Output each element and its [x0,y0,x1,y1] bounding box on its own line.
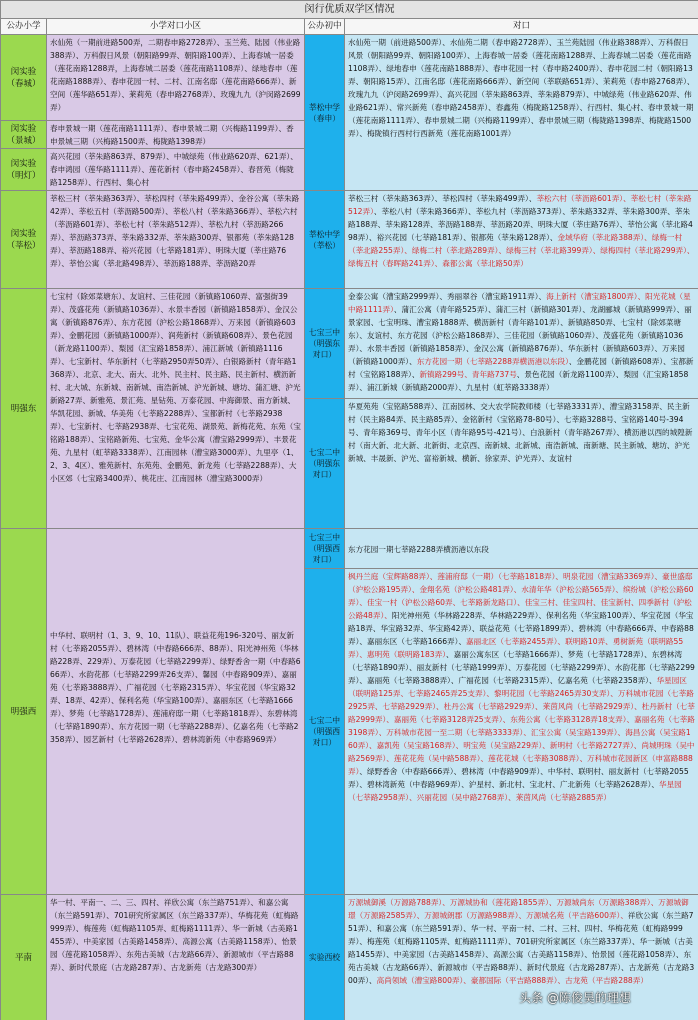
area-segment: 金泰公寓（漕宝路2999弄）、秀丽翠谷（漕宝路1911弄）、 [348,292,547,301]
area-segment: 金域华府（莘北路388弄）、绿梅一村（莘北路255弄）、绿梅二村（莘北路289弄）、绿梅三村（莘北路399弄）、绿梅四村（莘北路299弄）、绿梅五村（春晖路241弄）、森都公寓（莘北路50弄） [348,233,695,268]
header-primary-school: 公办小学 [1,19,47,35]
area-segment: 万源城御溪（万源路788弄）、万源城协和（莲花路1855弄）、万源城尚东（万源路388弄）、万源城御璟（万源路2585弄）、万源城朗郡（万源路988弄）、万源城名苑（平吉路600弄）、 [348,898,689,920]
area-segment: 东方花园一期七莘路2288弄横沥港以东段 [348,545,489,554]
middle-school-area [345,399,698,529]
area-segment: 祥欣公寓（东兰路751弄）、和嘉公寓（东兰路591弄）、华一村、平南一村、二村、三村、四村、华梅花苑（虹梅路999弄）、梅莲苑（虹梅路1105弄、虹梅路1111弄）、701研究所家属区（东兰路337弄）、华一新城（古美路1455弄）、中美家园（古美路1458弄）、高源公寓（古美路1158弄）、怡景园（莲花路1058弄）、东苑古美城（古龙路66弄）、新源城市（平吉路88弄）、新时代景庭（古龙路287弄）、古龙新苑（古龙路300弄）、 [348,911,695,985]
middle-school-name: 七宝三中（明强东对口） [305,289,345,399]
primary-school-name: 明强东 [1,289,47,529]
middle-school-area [345,289,698,399]
middle-school-name: 莘松中学（春申） [305,35,345,191]
area-segment: 海上新村（漕宝路1800弄）、阳光花城（星中路1111弄） [348,292,691,314]
middle-school-name: 莘松中学（莘松） [305,191,345,289]
middle-school-name: 七宝三中（明强西对口） [305,529,345,569]
primary-school-area: 中华村、联明村（1、3、9、10、11队）、联益花苑196-320号、丽友新村（七莘路2055弄）、碧林湾（中春路666弄、88弄）、阳光神州苑（华林路228弄、229弄）、万泰花园（七莘路2299弄）、绿野香舍一期（中春路666弄）、水韵花都（七莘路2299弄26支弄）、馨园（中春路909弄）、嘉丽苑（七莘路3888弄）、广福花园（七莘路2315弄）、华宝花园（华宝路32弄、18弄、42弄）、保利名苑（华宝路100弄）、嘉丽东区（七莘路1666弄）、梦苑（七莘路1728弄）、莲浦府邸一期（七莘路1818弄）、东碧林湾（七莘路1890弄）、东方花园一期（七莘路2288弄）、亿嘉名苑（七莘路2358弄）、园艺新村（七莘路2628弄）、碧林湾新苑（中春路969弄） [47,529,305,895]
middle-school-name: 七宝二中（明强西对口） [305,569,345,895]
primary-school-area: 七宝村（除郊菜塘东）、友谊村、三佳花园（新镇路1060弄、富强街39弄）、茂盛花苑（新镇路1036弄）、水景丰香园（新镇路1858弄）、金汉公寓（新镇路876弄）、东方花园（沪松公路1868弄）、万来园（新镇路603弄）、金鹏花园（新镇路1000弄）、润苑新村（新镇路608弄）、景色花园（新龙路1100弄）、梨园（汇宝路1858弄）、浦江新城（新镇路1116弄）、七宝新村、华东新村（七莘路2950弄50弄）、白银路新村（青年路1368弄）、北京、北大、南大、北外、民主村、民主路、民主新村、横沥新村、北大城、东新城、南新城、南浩新城、沪光新城、塘坊、蒲汇塘、沪光新路27弄、新雅苑、景汇苑、星钻苑、万泰花园、中海御景、南方新城、华凯花园、新城、华美苑（七莘路2288弄）、宝都新村（七莘路2938弄）、七宝新村、七莘路2938弄、七宝花苑、湖景苑、新梅花苑、东苑（宝铭路188弄）、宝铭路新苑、七宝苑、金华公寓（漕宝路2999弄）、丰景花苑、九星村（虹莘路3338弄）、江南园林（漕宝路3000弄）、九里亭（1、2、3、4区）、雅苑新村、东苑苑、金鹏苑、新龙苑（七莘路2288弄）、大小区郊（七宝路3400弄）、桃花庄、江南园林（漕宝路3000弄） [47,289,305,529]
area-segment: 莘松六村（莘沥路601弄）、莘松七村（莘朱路512弄） [348,194,692,216]
area-segment: 、金鹏花园（新镇路608弄）、宝都新村（宝铭路188弄）、 [348,357,694,379]
middle-school-area [345,569,698,895]
middle-school-area [345,191,698,289]
area-segment: 华星园（七莘路2958弄）、兴丽花园（吴中路2768弄）、莱茵风尚（七莘路2885弄） [348,780,682,802]
header-middle-area: 对口 [345,19,698,35]
area-segment: 嘉丽北区（七莘路2455弄）、联明路10弄、勇树新苑（联明路55弄）、惠明苑（联明路183弄） [348,637,684,659]
area-segment: 高尚领域（漕宝路800弄）、豪都国际（平吉路888弄）、古龙苑（平吉路288弄） [376,976,648,985]
primary-school-name: 闵实验（春城） [1,35,47,121]
header-middle-school: 公办初中 [305,19,345,35]
primary-school-name: 闵实验（明灯） [1,149,47,191]
area-segment: 华星园区（联明路125弄、七莘路2465弄25支弄）、黎明花园（七莘路2465弄30支弄）、万科城市花园（七莘路2925弄、七莘路2929弄）、杜丹公寓（七莘路2929弄）、莱茵风尚（七莘路2929弄）、杜丹新村（七莘路2999弄）、嘉丽苑（七莘路3128弄25支弄）、东苑公寓（七莘路3128弄18支弄）、嘉丽名苑（七莘路3198弄）、万科城市花园一至二期（七莘路3333弄）、汇宝公寓（吴宝路139弄）、海昌公寓（吴宝路160弄）、嘉凯苑（吴宝路168弄）、明宝苑（吴宝路229弄）、新明村（七莘路2727弄）、尚城明珠（吴中路2569弄）、莲花花苑（吴中路588弄）、莲花花城（七莘路3088弄）、万科城市花园新区（申富路888弄） [348,676,695,776]
area-segment: 、嘉丽公寓东区（七莘路1666弄）、梦苑（七莘路1728弄）、东碧林湾（七莘路1890弄）、丽友新村（七莘路1999弄）、万泰花园（七莘路2299弄）、水韵花都（七莘路2299弄）、嘉丽苑（七莘路3888弄）、广福花园（七莘路2315弄）、亿嘉名苑（七莘路2358弄）、 [348,650,695,685]
area-segment: 莘松三村（莘朱路363弄）、莘松四村（莘朱路499弄）、 [348,194,537,203]
primary-school-area: 水仙苑（一期前进路500弄，二期春申路2728弄）、玉兰苑、陆园（伟业路388弄）、万科假日风景（朝阳路99弄、朝阳路100弄）、上海春城一居委（莲花南路1288弄，上海春城二居委（莲花南路1108弄）、绿地春申（莲花南路1888弄）、春申花园一村、二村、江南名邸（莲花南路666弄）、新空间（莲华路651弄）、莱莉苑（春申路2768弄）、玫瑰九九（沪闵路2699弄） [47,35,305,121]
middle-school-name: 七宝二中（明强东对口） [305,399,345,529]
middle-school-area [345,35,698,191]
area-segment: 枫丹兰庭（宝辉路88弄）、莲浦府邸（一期）（七莘路1818弄）、明泉花园（漕宝路3369弄）、豪世盛邸（沪松公路195弄）、金翔名苑（沪松公路481弄）、水清年华（沪松公路565弄）、缤纷城（沪松公路60弄）、佳宝一村（沪松公路60弄、七莘路新龙路口）、佳宝三村、佳宝四村、佳宝新村、四季新村（沪松公路48弄）、 [348,572,694,620]
primary-school-name: 闵实验（景城） [1,121,47,149]
area-segment: 、蒲汇公寓（青年路525弄）、蒲汇三村（新镇路301弄）、龙湖郦城（新镇路999弄）、丽景家园、七宝明珠、漕宝路1888弄、横沥新村（青年路101弄）、新镇路850弄、七宝村（除郊菜塘东）、友谊村、东方花园（沪松公路1868弄）、三佳花园（新镇路1060弄）、茂盛花苑（新镇路1036弄）、水景丰香园（新镇路1858弄）、金汉公寓（新镇路876弄）、华东新村（新镇路603弄）、万来园（新镇路1000弄）、 [348,305,692,366]
primary-school-name: 明强西 [1,529,47,895]
middle-school-name: 实验西校 [305,895,345,1020]
area-segment: 新镇路299号、青年路737号 [419,370,517,379]
area-segment: 华夏苑苑（宝铭路588弄）、江南园林、交大农学院教师楼（七莘路3331弄）、漕宝路3158弄、民主新村（民主路84弄、民主路85弄）、金铭新村（宝铭路78-80号）、七莘路3288号、宝铭路140号-394号、青年路369号、青年小区（青年路95号-421号）、白浪新村（青年路267弄）、横沥港以西的城隍新村（南大新、北大新、北新街、北京西、南新城、北新城、南浩新城、南新塘、民主新城、塘坊、沪光新城、丰晟新、沪光、富裕新城、横新、徐家弄、沪光弄）、友谊村 [348,402,693,463]
area-segment: 东方花园一期（七莘路2288弄横沥港以东段） [416,357,569,366]
area-segment: 、绿野香舍（中春路666弄）、碧林湾（中春路909弄）、中华村、联明村、丽友新村（七莘路2055弄）、碧林湾新苑（中春路969弄）、沪星村、新北村、宝北村、广北新苑（七莘路2628弄）、 [348,767,689,789]
primary-school-area: 春申景城一期（莲花南路1111弄）、春申景城二期（兴梅路1199弄）、香申景城三期（兴梅路1500弄、梅陇路1398弄） [47,121,305,149]
primary-school-name: 平南 [1,895,47,1020]
area-segment: 水仙苑一期（前进路500弄）、水仙苑二期（春申路2728弄）、玉兰苑陆园（伟业路388弄）、万科假日风景（朝阳路99弄、朝阳路100弄）、上海春城一居委（莲花南路1288弄、上海春城二居委（莲花南路1108弄）、绿地春申（莲花南路1888弄）、春申花园一村（春申路2400弄）、春申花园二村（朝阳路13弄、朝阳路15弄）、江南名邸（莲花南路666弄）、新空间（莘联路651弄）、茉莉苑（春申路2768弄）、玫瑰九九（沪闵路2699弄）、高兴花园（莘朱路863弄、莘朱路879弄）、中城绿苑（伟业路620弄、伟业路621弄）、常兴新苑（春申路2458弄）、春鑫苑（梅陇路1258弄）、行西村、集心村、春申景城一期（莲花南路1111弄）、春申景城二期（兴梅路1199弄）、春申景城三期（梅陇路1398弄、梅陇路1500弄）、梅陇镇行西村行西新苑（莲花南路1001弄） [348,38,695,138]
middle-school-area [345,529,698,569]
watermark: 头条 @陈俊昊的理想 [519,991,631,1005]
primary-school-area: 高兴花园（莘朱路863弄、879弄）、中城绿苑（伟业路620弄、621弄）、春申鸿园（莲华路1111弄）、莲花新村（春申路2458弄）、春晋苑（梅陇路1258弄）、行西村、集心村 [47,149,305,191]
primary-school-area: 华一村、平南一、二、三、四村、祥欣公寓（东兰路751弄）、和嘉公寓（东兰路591弄）、701研究所家属区（东兰路337弄）、华梅花苑（虹梅路999弄）、梅莲苑（虹梅路1105弄、虹梅路1111弄）、华一新城（古美路1455弄）、中美家园（古美路1458弄）、高源公寓（古美路1158弄）、怡景园（莲花路1058弄）、东苑古美城（古龙路66弄）、新源城市（平吉路88弄）、新时代景庭（古龙路287弄）、古龙新苑（古龙路300弄） [47,895,305,1020]
primary-school-area: 莘松三村（莘朱路363弄）、莘松四村（莘朱路499弄）、金谷公寓（莘朱路42弄）、莘松五村（莘沥路500弄）、莘松八村（莘朱路366弄）、莘松六村（莘沥路601弄）、莘松七村（莘朱路512弄）、莘松九村（莘沥路266弄）、莘沥路373弄、莘朱路332弄、莘朱路300弄、银都苑（莘朱路128弄）、莘沥路188弄、裕兴花园（七莘路181弄）、明珠大厦（莘庄路76弄）、莘怡公寓（莘北路498弄）、莘沥路188弄、莘沥路20弄 [47,191,305,289]
primary-school-name: 闵实验（莘松） [1,191,47,289]
table-title: 闵行优质双学区情况 [1,1,698,19]
area-segment: 、莘松八村（莘朱路366弄）、莘松九村（莘沥路373弄）、莘朱路332弄、莘朱路300弄、莘朱路188弄、莘朱路128弄、莘沥路188弄、莘沥路20弄、明珠大厦（莘庄路76弄）、莘怡公寓（莘北路498弄）、裕兴花园（七莘路181弄）、银都苑（莘朱路128弄）、 [348,207,693,242]
header-primary-area: 小学对口小区 [47,19,305,35]
area-segment: 、景色花园（新龙路1100弄）、梨园（汇宝路1858弄）、浦江新城（新镇路2000弄）、九星村（虹莘路3338弄） [348,370,689,392]
area-segment: 阳光神州苑（华林路228弄、华林路229弄）、保利名苑（华宝路100弄）、华宝花园（华宝路18弄、华宝路32弄、华宝路42弄）、联益花苑（七莘路1899弄）、碧林湾（中春路666弄、中春路88弄）、嘉丽东区（七莘路1666弄）、 [348,611,694,646]
